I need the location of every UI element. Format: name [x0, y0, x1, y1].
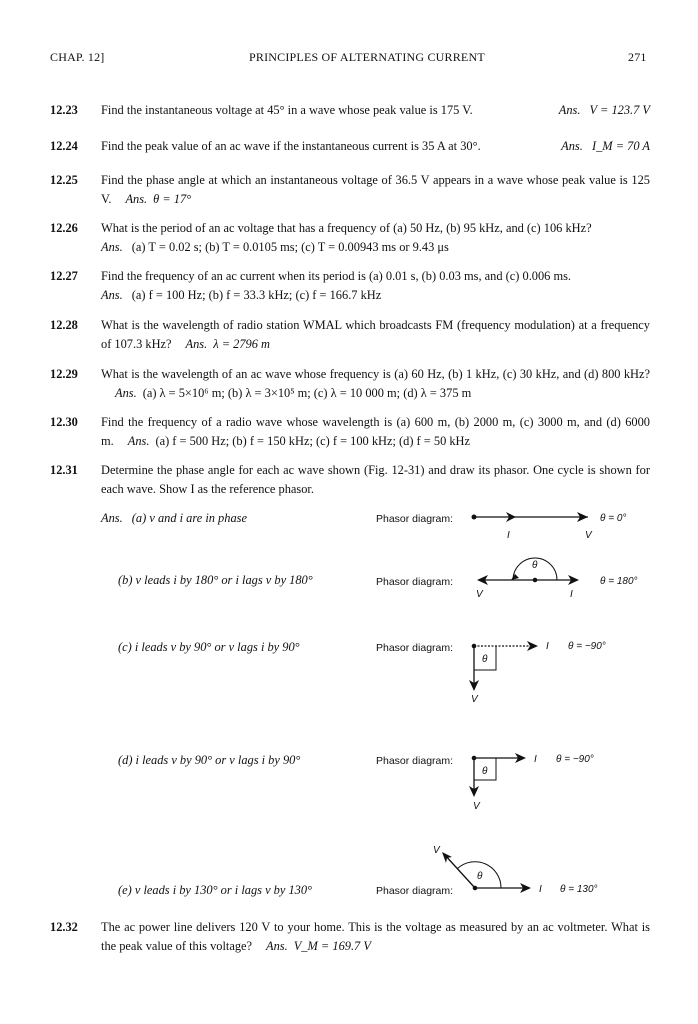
problem-12-29	[50, 365, 650, 403]
answer-label: Ans.	[266, 939, 288, 953]
case-text: (e) v leads i by 130° or i lags v by 130°	[118, 883, 313, 897]
label-i: I	[570, 589, 573, 600]
label-v: V	[476, 589, 483, 600]
v-phasor-line	[444, 854, 475, 888]
answer-label: Ans.	[101, 240, 123, 254]
label-v: V	[433, 845, 440, 856]
phase-angle-c: θ = −90°	[568, 641, 606, 652]
label-v: V	[473, 801, 480, 812]
arc-arrowhead	[511, 574, 519, 580]
case-text: (c) i leads v by 90° or v lags i by 90°	[118, 640, 300, 654]
answer-label: Ans.	[561, 139, 583, 153]
case-b	[118, 573, 313, 588]
angle-symbol: θ	[532, 560, 538, 571]
answer-text: (a) f = 500 Hz; (b) f = 150 kHz; (c) f = 100 kHz; (d) f = 50 kHz	[155, 434, 471, 448]
answer-text: (a) T = 0.02 s; (b) T = 0.0105 ms; (c) T = 0.00943 ms or 9.43 μs	[131, 240, 449, 254]
angle-symbol: θ	[482, 654, 488, 665]
problem-12-32	[50, 918, 650, 956]
phasor-label-e: Phasor diagram:	[376, 885, 454, 897]
i-arrowhead	[527, 641, 538, 651]
problem-number: 12.32	[50, 920, 78, 934]
problem-text: What is the period of an ac voltage that has a frequency of (a) 50 Hz, (b) 95 kHz, and (c) 106 kHz?	[101, 221, 592, 235]
problem-text: Find the frequency of an ac current when its period is (a) 0.01 s, (b) 0.03 ms, and (c) 0.006 ms.	[101, 269, 572, 283]
problem-text: Find the peak value of an ac wave if the instantaneous current is 35 A at 30°.	[101, 139, 481, 153]
answer-text: θ = 17°	[153, 192, 192, 206]
case-text: (b) v leads i by 180° or i lags v by 180°	[118, 573, 313, 587]
problem-text: Find the instantaneous voltage at 45° in a wave whose peak value is 175 V.	[101, 103, 473, 117]
page-number: 271	[628, 50, 647, 64]
angle-symbol: θ	[482, 766, 488, 777]
answer-text: λ = 2796 m	[213, 337, 270, 351]
problem-text: What is the wavelength of radio station WMAL which broadcasts FM (frequency modulation) at a frequency of 107.3 kHz?	[101, 318, 650, 351]
problem-number: 12.24	[50, 139, 78, 153]
problem-text: Find the frequency of a radio wave whose wavelength is (a) 600 m, (b) 2000 m, (c) 3000 m, and (d) 6000 m.	[101, 415, 650, 448]
phasor-label-a: Phasor diagram:	[376, 513, 454, 525]
case-text: (d) i leads v by 90° or v lags i by 90°	[118, 753, 301, 767]
phasor-diagram-b	[475, 548, 585, 588]
problem-text: The ac power line delivers 120 V to your home. This is the voltage as measured by an ac voltmeter. What is the peak value of this voltage?	[101, 920, 650, 953]
case-c	[118, 640, 300, 655]
label-v: V	[471, 694, 478, 705]
problem-number: 12.30	[50, 415, 78, 429]
phasor-diagram-a	[470, 510, 600, 530]
answer-label: Ans.	[558, 103, 581, 117]
problem-12-30	[50, 413, 650, 451]
problem-number: 12.27	[50, 269, 78, 283]
problem-text: Determine the phase angle for each ac wave shown (Fig. 12-31) and draw its phasor. One cycle is shown for each wave. Show I as the reference phasor.	[101, 463, 650, 496]
label-i: I	[546, 641, 549, 652]
origin-dot	[472, 644, 477, 649]
phasor-diagram-e	[435, 845, 535, 900]
label-i: I	[534, 754, 537, 765]
problem-12-28	[50, 316, 650, 354]
answer-text: (a) f = 100 Hz; (b) f = 33.3 kHz; (c) f = 166.7 kHz	[131, 288, 382, 302]
problem-text: Find the phase angle at which an instantaneous voltage of 36.5 V appears in a wave whose peak value is 125 V.	[101, 173, 650, 206]
origin-dot	[472, 756, 477, 761]
origin-dot	[473, 886, 478, 891]
answer-text: (a) λ = 5×10⁶ m; (b) λ = 3×10⁵ m; (c) λ = 10 000 m; (d) λ = 375 m	[142, 386, 472, 400]
answer-label: Ans.	[125, 192, 148, 206]
answer-label: Ans.	[101, 511, 123, 525]
problem-number: 12.23	[50, 103, 78, 117]
answer-label: Ans.	[127, 434, 150, 448]
problem-12-24	[50, 137, 650, 156]
page-title: PRINCIPLES OF ALTERNATING CURRENT	[249, 50, 485, 64]
phase-angle-d: θ = −90°	[556, 754, 594, 765]
answer-label: Ans.	[101, 288, 123, 302]
answer-label: Ans.	[185, 337, 208, 351]
label-v: V	[585, 530, 592, 541]
problem-12-31	[50, 461, 650, 499]
answer-text: I_M = 70 A	[591, 139, 650, 153]
phasor-label-b: Phasor diagram:	[376, 576, 454, 588]
phasor-label-c: Phasor diagram:	[376, 642, 454, 654]
phase-angle-b: θ = 180°	[600, 576, 638, 587]
origin-dot	[533, 578, 538, 583]
case-e	[118, 883, 312, 898]
answer-text: V_M = 169.7 V	[293, 939, 371, 953]
problem-number: 12.25	[50, 173, 78, 187]
problem-12-23	[50, 101, 650, 120]
phasor-label-d: Phasor diagram:	[376, 755, 454, 767]
problem-12-27	[50, 267, 650, 305]
phase-angle-a: θ = 0°	[600, 513, 627, 524]
problem-12-26	[50, 219, 650, 257]
label-i: I	[507, 530, 510, 541]
label-i: I	[539, 884, 542, 895]
problem-number: 12.31	[50, 463, 78, 477]
problem-12-25	[50, 171, 650, 209]
case-d	[118, 753, 300, 768]
case-text: (a) v and i are in phase	[131, 511, 247, 525]
angle-symbol: θ	[477, 871, 483, 882]
phasor-diagram-c	[468, 640, 548, 700]
problem-number: 12.26	[50, 221, 78, 235]
answer-text: V = 123.7 V	[589, 103, 650, 117]
problem-text: What is the wavelength of an ac wave whose frequency is (a) 60 Hz, (b) 1 kHz, (c) 30 kHz, and (d) 800 kHz?	[101, 367, 650, 381]
answer-label: Ans.	[115, 386, 137, 400]
problem-number: 12.28	[50, 318, 78, 332]
chapter-label: CHAP. 12]	[50, 50, 105, 64]
case-a	[101, 511, 247, 526]
problem-number: 12.29	[50, 367, 78, 381]
phase-angle-e: θ = 130°	[560, 884, 598, 895]
